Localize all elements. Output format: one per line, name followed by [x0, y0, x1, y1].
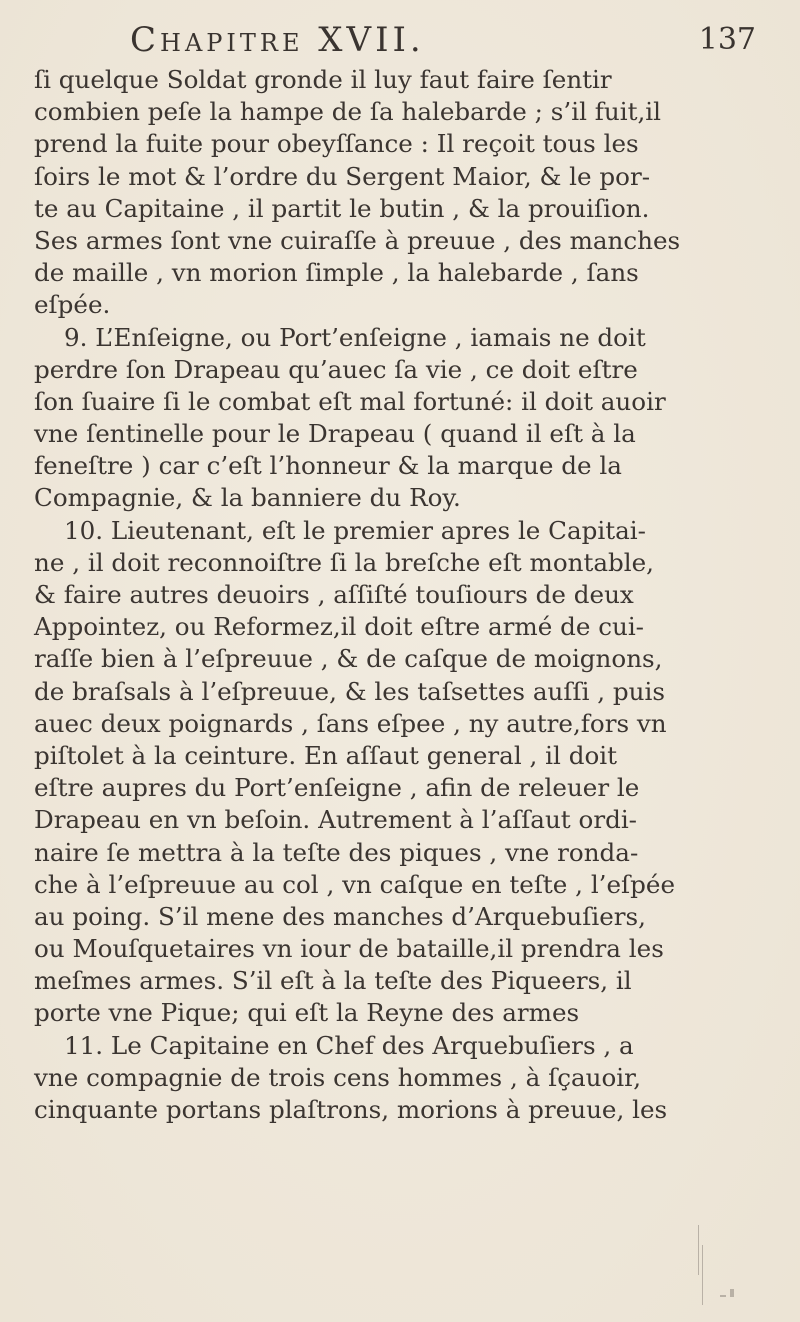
text-line: che à l’eſpreuue au col , vn caſque en teſte , l’eſpée: [34, 869, 676, 899]
text-line: cinquante portans plaſtrons, morions à preuue, les: [34, 1095, 668, 1124]
text-line: eſpée.: [34, 290, 111, 320]
text-line: Drapeau en vn beſoin. Autrement à l’aſſaut ordi-: [34, 805, 637, 835]
text-line: ſoirs le mot & l’ordre du Sergent Maior, & le por-: [34, 161, 651, 191]
text-line: piſtolet à la ceinture. En aſſaut general , il doit: [34, 740, 618, 770]
text-line: raſſe bien à l’eſpreuue , & de caſque de moignons,: [34, 644, 663, 674]
text-line: ou Mouſquetaires vn iour de bataille,il prendra les: [34, 934, 664, 964]
text-line: perdre ſon Drapeau qu’auec ſa vie , ce doit eſtre: [34, 354, 638, 384]
text-line: vne compagnie de trois cens hommes , à ſçauoir,: [34, 1062, 642, 1092]
paragraph-start-11: 11. Le Capitaine en Chef des Arquebuſiers , a: [64, 1030, 634, 1060]
text-line: Appointez, ou Reformez,il doit eſtre armé de cui-: [34, 612, 644, 642]
text-line: au poing. S’il mene des manches d’Arquebuſiers,: [34, 901, 646, 931]
chapter-title: Chapitre XVII.: [130, 20, 425, 60]
text-line: prend la fuite pour obeyſſance : Il reçoit tous les: [34, 129, 639, 159]
text-line: vne ſentinelle pour le Drapeau ( quand il eſt à la: [34, 419, 636, 449]
paragraph-start-9: 9. L’Enſeigne, ou Port’enſeigne , iamais ne doit: [64, 322, 646, 352]
paragraph-start-10: 10. Lieutenant, eſt le premier apres le Capitai-: [64, 515, 646, 545]
text-line: meſmes armes. S’il eſt à la teſte des Piqueers, il: [34, 966, 632, 996]
text-line: eſtre aupres du Port’enſeigne , afin de releuer le: [34, 773, 640, 803]
text-line: Compagnie, & la banniere du Roy.: [34, 483, 461, 513]
paper-marks: [690, 1225, 750, 1315]
text-line: ſon ſuaire ſi le combat eſt mal fortuné: il doit auoir: [34, 386, 666, 416]
body-text: [34, 64, 782, 1126]
text-line: Ses armes ſont vne cuiraſſe à preuue , des manches: [34, 225, 681, 255]
text-line: de maille , vn morion ſimple , la halebarde , ſans: [34, 258, 639, 288]
text-line: feneſtre ) car c’eſt l’honneur & la marque de la: [34, 451, 622, 481]
text-line: ſi quelque Soldat gronde il luy faut faire ſentir: [34, 65, 612, 94]
text-line: te au Capitaine , il partit le butin , & la prouiſion.: [34, 193, 650, 223]
text-line: combien peſe la hampe de ſa halebarde ; s’il fuit,il: [34, 97, 662, 127]
text-line: naire ſe mettra à la teſte des piques , vne ronda-: [34, 837, 639, 867]
page-number: 137: [698, 22, 756, 57]
text-line: de braſsals à l’eſpreuue, & les taſsettes auſſi , puis: [34, 676, 665, 706]
running-head: [0, 18, 800, 68]
text-line: & faire autres deuoirs , aſſiſté touſiours de deux: [34, 580, 634, 609]
text-line: porte vne Pique; qui eſt la Reyne des armes: [34, 998, 580, 1028]
text-line: auec deux poignards , ſans eſpee , ny autre,fors vn: [34, 708, 667, 738]
text-line: ne , il doit reconnoiſtre ſi la breſche eſt montable,: [34, 547, 654, 577]
